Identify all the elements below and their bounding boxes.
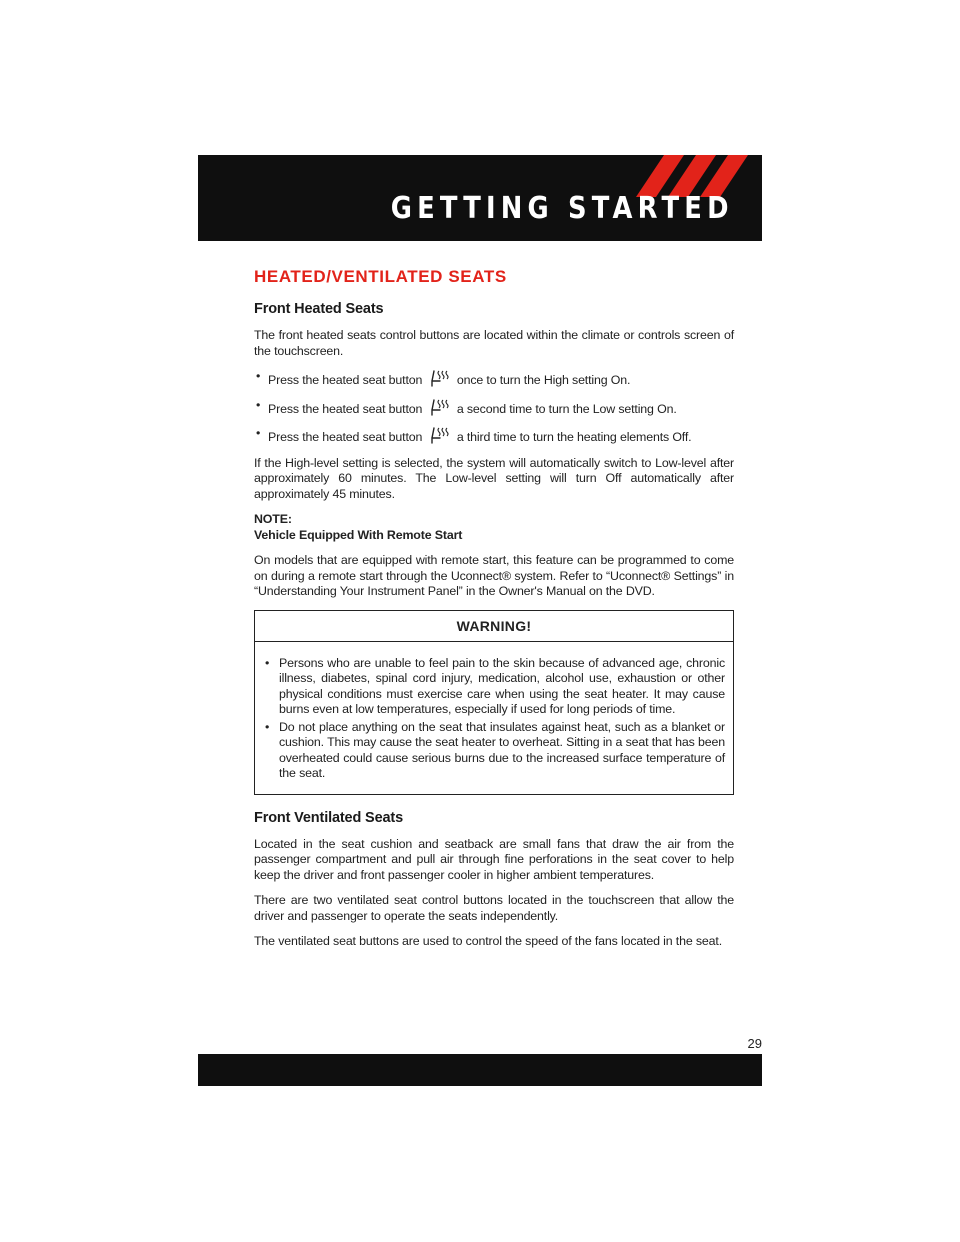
warning-item-1: • Persons who are unable to feel pain to the skin because of advanced age, chronic illness, diabetes, spinal cord injury, medication, alcohol use, exhaustion or other physical conditions must exercise care when using the seat heater. It may cause burns even at low temperatures, especially if used for long periods of time. — [265, 656, 725, 718]
page-number: 29 — [747, 1036, 762, 1051]
note-title: Vehicle Equipped With Remote Start — [254, 527, 463, 542]
step-text-pre: Press the heated seat button — [268, 373, 423, 387]
front-ventilated-seats-heading: Front Ventilated Seats — [254, 809, 403, 826]
heated-step-3 — [254, 426, 734, 446]
step-text-post: once to turn the High setting On. — [456, 373, 631, 387]
footer-bar — [198, 1054, 762, 1086]
note-label: NOTE: — [254, 512, 292, 526]
warning-list — [255, 642, 733, 794]
ventilated-paragraph-2: There are two ventilated seat control buttons located in the touchscreen that allow the driver and passenger to operate the seats independently. — [254, 893, 734, 923]
ventilated-paragraph-1: Located in the seat cushion and seatback are small fans that draw the air from the passenger compartment and pull air through fine perforations in the seat cover to help keep the driver and front passenger cooler in higher ambient temperatures. — [254, 836, 734, 882]
auto-off-paragraph: If the High-level setting is selected, the system will automatically switch to Low-level after approximately 60 minutes. The Low-level setting will turn Off automatically after approximately 45 minutes. — [254, 455, 734, 501]
header-bar — [198, 155, 762, 241]
warning-box — [254, 610, 734, 795]
step-text-post: a third time to turn the heating elements Off. — [456, 430, 692, 444]
warning-title: WARNING! — [255, 611, 733, 642]
front-heated-seats-heading: Front Heated Seats — [254, 301, 384, 317]
heated-steps-list — [254, 369, 734, 446]
heated-intro: The front heated seats control buttons are located within the climate or controls screen of the touchscreen. — [254, 328, 734, 358]
ventilated-paragraph-3: The ventilated seat buttons are used to control the speed of the fans located in the seat. — [254, 934, 722, 948]
heated-seat-icon — [428, 369, 450, 387]
section-heading: HEATED/VENTILATED SEATS — [254, 267, 507, 286]
note-text: On models that are equipped with remote start, this feature can be programmed to come on during a remote start through the Uconnect® system. Refer to “Uconnect® Settings” in “Understanding Your Instrument Panel” in the Owner's Manual on the DVD. — [254, 553, 734, 598]
step-text-pre: Press the heated seat button — [268, 430, 423, 444]
heated-seat-icon — [428, 426, 450, 444]
warning-item-2: • Do not place anything on the seat that insulates against heat, such as a blanket or cushion. This may cause the seat heater to overheat. Sitting in a seat that has been overheated could cause serious burns due to the increased surface temperature of the seat. — [265, 720, 725, 782]
heated-step-2 — [254, 398, 734, 418]
page-content — [254, 266, 734, 960]
heated-seat-icon — [428, 398, 450, 416]
step-text-post: a second time to turn the Low setting On. — [456, 401, 677, 416]
step-text-pre: Press the heated seat button — [268, 401, 423, 416]
section-label: GETTING STARTED — [391, 191, 734, 226]
heated-step-1 — [254, 369, 734, 389]
